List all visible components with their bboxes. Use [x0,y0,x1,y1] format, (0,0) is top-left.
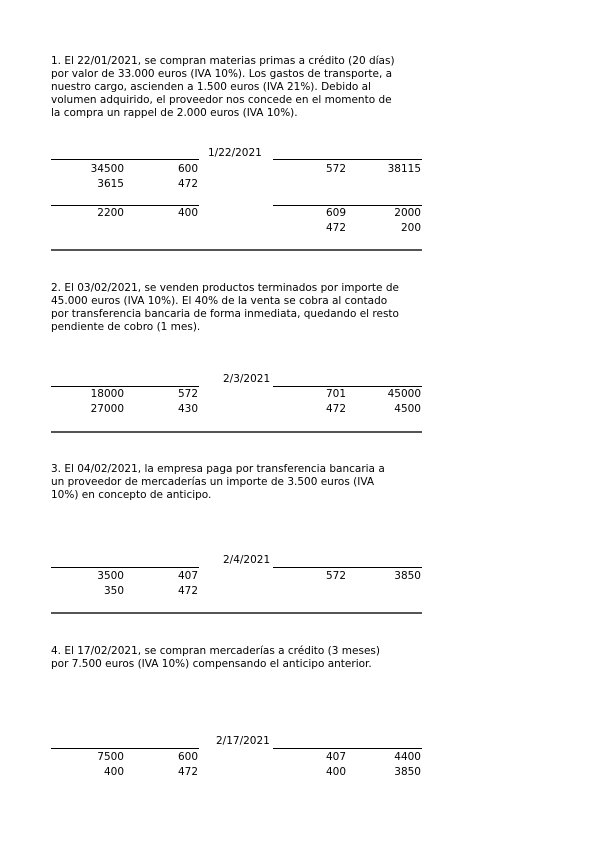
credit-account: 472 [325,222,346,234]
credit-account: 472 [325,403,346,415]
journal-rule [51,159,199,160]
credit-amount: 4400 [394,751,421,763]
credit-amount: 2000 [394,207,421,219]
debit-amount: 3615 [97,178,124,190]
entry-date: 2/3/2021 [223,373,271,385]
debit-amount: 2200 [97,207,124,219]
credit-amount: 38115 [387,163,421,175]
credit-amount: 3850 [394,570,421,582]
credit-account: 701 [325,388,346,400]
debit-amount: 3500 [97,570,124,582]
journal-rule [51,205,199,206]
credit-account: 609 [325,207,346,219]
debit-account: 600 [177,163,198,175]
entry-end-rule [51,431,422,433]
debit-account: 400 [177,207,198,219]
debit-amount: 400 [103,766,124,778]
debit-account: 472 [177,178,198,190]
journal-rule [273,748,422,749]
entry-date: 1/22/2021 [208,147,262,159]
credit-account: 572 [325,163,346,175]
credit-account: 407 [325,751,346,763]
credit-amount: 45000 [387,388,421,400]
debit-amount: 27000 [90,403,124,415]
debit-account: 572 [177,388,198,400]
debit-account: 430 [177,403,198,415]
journal-rule [273,386,422,387]
credit-account: 572 [325,570,346,582]
journal-rule [273,205,422,206]
exercise-2-statement: 2. El 03/02/2021, se venden productos terminados por importe de 45.000 euros (IVA 10%). El 40% de la venta se cobra al contado por transferencia bancaria de forma inmediata, quedando el resto pendiente de cobro (1 mes). [51,282,399,333]
debit-amount: 34500 [90,163,124,175]
debit-account: 407 [177,570,198,582]
credit-account: 400 [325,766,346,778]
entry-end-rule [51,249,422,251]
entry-end-rule [51,612,422,614]
credit-amount: 4500 [394,403,421,415]
debit-amount: 350 [103,585,124,597]
exercise-1-statement: 1. El 22/01/2021, se compran materias primas a crédito (20 días) por valor de 33.000 euros (IVA 10%). Los gastos de transporte, a nuestro cargo, ascienden a 1.500 euros (IVA 21%). Debido al volumen adquirido, el proveedor nos concede en el momento de la compra un rappel de 2.000 euros (IVA 10%). [51,55,395,119]
credit-amount: 3850 [394,766,421,778]
entry-date: 2/4/2021 [223,554,271,566]
exercise-3-statement: 3. El 04/02/2021, la empresa paga por transferencia bancaria a un proveedor de mercaderías un importe de 3.500 euros (IVA 10%) en concepto de anticipo. [51,463,385,501]
entry-date: 2/17/2021 [216,735,270,747]
credit-amount: 200 [400,222,421,234]
debit-account: 472 [177,766,198,778]
exercise-4-statement: 4. El 17/02/2021, se compran mercaderías a crédito (3 meses) por 7.500 euros (IVA 10%) compensando el anticipo anterior. [51,645,380,670]
debit-amount: 18000 [90,388,124,400]
journal-rule [51,748,199,749]
journal-rule [51,567,199,568]
debit-account: 600 [177,751,198,763]
journal-rule [273,567,422,568]
debit-amount: 7500 [97,751,124,763]
journal-rule [273,159,422,160]
journal-rule [51,386,199,387]
debit-account: 472 [177,585,198,597]
